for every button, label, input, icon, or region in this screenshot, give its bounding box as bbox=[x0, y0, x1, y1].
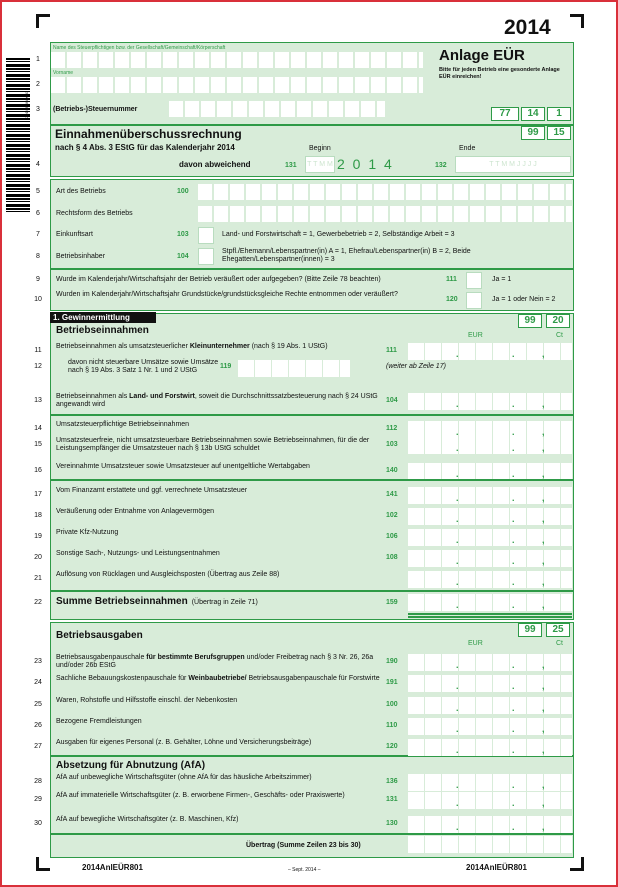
divider bbox=[50, 414, 574, 416]
code-tag: 1 bbox=[547, 107, 571, 121]
ausgabe-label: Bezogene Fremdleistungen bbox=[56, 718, 142, 725]
betrieb-label: Betriebsinhaber bbox=[56, 253, 106, 260]
name-hint: Name des Steuerpflichtigen bzw. der Gesellschaft/Gemeinschaft/Körperschaft bbox=[53, 45, 226, 51]
code-tag: 99 bbox=[521, 126, 545, 140]
einnahme-label: Auflösung von Rücklagen und Ausgleichsposten (Übertrag aus Zeile 88) bbox=[56, 571, 280, 578]
betrieb-code: 100 bbox=[177, 188, 189, 195]
steuernummer-field[interactable] bbox=[169, 101, 385, 117]
einnahme-label: Veräußerung oder Entnahme von Anlagevermögen bbox=[56, 508, 214, 515]
betrieb-label: Rechtsform des Betriebs bbox=[56, 210, 133, 217]
betrieb-label: Art des Betriebs bbox=[56, 188, 106, 195]
form-title: Anlage EÜR bbox=[439, 47, 525, 64]
question-label: Wurden im Kalenderjahr/Wirtschaftsjahr Grundstücke/grundstücksgleiche Rechte entnommen oder veräußert? bbox=[56, 291, 398, 298]
einkunftsart-field[interactable] bbox=[198, 227, 214, 244]
question-answer: Ja = 1 oder Nein = 2 bbox=[492, 296, 556, 303]
field-code: 120 bbox=[386, 743, 398, 750]
davon-label: davon abweichend bbox=[179, 160, 251, 169]
line-17-amount[interactable]: . . , bbox=[408, 487, 572, 504]
field-code: 191 bbox=[386, 679, 398, 686]
name-field[interactable] bbox=[51, 52, 423, 68]
field-code: 141 bbox=[386, 491, 398, 498]
end-date-field[interactable]: T T M M J J J J bbox=[455, 156, 571, 173]
line-11-amount[interactable]: . . , bbox=[408, 343, 572, 360]
crop-mark bbox=[36, 857, 50, 871]
code-131: 131 bbox=[285, 162, 297, 169]
field-code: 112 bbox=[386, 425, 398, 432]
crop-mark bbox=[570, 14, 584, 28]
einnahme-label: Vereinnahmte Umsatzsteuer sowie Umsatzsteuer auf unentgeltliche Wertabgaben bbox=[56, 463, 310, 470]
betrieb-code: 104 bbox=[177, 253, 189, 260]
double-underline bbox=[408, 616, 572, 618]
question-10-field[interactable] bbox=[466, 292, 482, 309]
vorname-field[interactable] bbox=[51, 77, 423, 93]
betrieb-code: 103 bbox=[177, 231, 189, 238]
uebertrag-label: Übertrag (Summe Zeilen 23 bis 30) bbox=[246, 842, 361, 849]
form-year: 2014 bbox=[504, 16, 551, 39]
line-23-amount[interactable]: . . , bbox=[408, 654, 572, 671]
question-9-field[interactable] bbox=[466, 272, 482, 289]
einnahme-label: Private Kfz-Nutzung bbox=[56, 529, 119, 536]
uebertrag-amount[interactable] bbox=[408, 836, 572, 853]
line-27-amount[interactable]: . . , bbox=[408, 739, 572, 756]
field-code: 104 bbox=[386, 397, 398, 404]
ausgabe-label: Ausgaben für eigenes Personal (z. B. Gehälter, Löhne und Versicherungsbeiträge) bbox=[56, 739, 312, 746]
line-number: 17 bbox=[34, 491, 42, 498]
afa-label: AfA auf immaterielle Wirtschaftsgüter (z. B. erworbene Firmen-, Geschäfts- oder Praxiswerte) bbox=[56, 792, 345, 799]
line-15-amount[interactable]: . . , bbox=[408, 437, 572, 454]
section-title: Einnahmenüberschussrechnung bbox=[55, 127, 242, 141]
line-number: 27 bbox=[34, 743, 42, 750]
code-tag: 77 bbox=[491, 107, 519, 121]
ausgabe-label: Waren, Rohstoffe und Hilfsstoffe einschl. der Nebenkosten bbox=[56, 697, 238, 704]
code-tag: 14 bbox=[521, 107, 545, 121]
summe-label: Summe Betriebseinnahmen (Übertrag in Zeile 71) bbox=[56, 596, 258, 607]
afa-label: AfA auf unbewegliche Wirtschaftsgüter (ohne AfA für das häusliche Arbeitszimmer) bbox=[56, 774, 312, 781]
line-14-amount[interactable]: . . , bbox=[408, 421, 572, 438]
beginn-label: Beginn bbox=[309, 145, 331, 152]
footer-left: 2014AnlEÜR801 bbox=[82, 863, 143, 872]
form-note: Bitte für jeden Betrieb eine gesonderte Anlage EÜR einreichen! bbox=[439, 67, 560, 80]
line-number: 28 bbox=[34, 778, 42, 785]
code-tag: 99 bbox=[518, 623, 542, 637]
field-code: 136 bbox=[386, 778, 398, 785]
field-code: 103 bbox=[386, 441, 398, 448]
field-code: 100 bbox=[386, 701, 398, 708]
line-12-note: (weiter ab Zeile 17) bbox=[386, 363, 446, 370]
line-number: 22 bbox=[34, 599, 42, 606]
rechtsform-field[interactable] bbox=[198, 206, 572, 222]
line-number: 25 bbox=[34, 701, 42, 708]
einkunftsart-note: Land- und Forstwirtschaft = 1, Gewerbebetrieb = 2, Selbständige Arbeit = 3 bbox=[222, 231, 455, 238]
einnahme-label: Vom Finanzamt erstattete und ggf. verrechnete Umsatzsteuer bbox=[56, 487, 248, 494]
title-box bbox=[50, 125, 574, 177]
art-betrieb-field[interactable] bbox=[198, 184, 572, 200]
ausgabe-label: Sachliche Bebauungskostenpauschale für Weinbaubetriebe/ Betriebsausgabenpauschale für Forstwirte bbox=[56, 675, 380, 682]
eur-label: EUR bbox=[468, 640, 483, 647]
line-20-amount[interactable]: . . , bbox=[408, 550, 572, 567]
line-number: 18 bbox=[34, 512, 42, 519]
einnahme-label: Umsatzsteuerfreie, nicht umsatzsteuerbare Betriebseinnahmen sowie Betriebseinnahmen, für die der Leistungsempfänger die Umsatzsteuer nach § 13b UStG schuldet bbox=[56, 437, 370, 452]
line-number: 30 bbox=[34, 820, 42, 827]
code-tag: 99 bbox=[518, 314, 542, 328]
ende-label: Ende bbox=[459, 145, 476, 152]
field-code: 119 bbox=[220, 363, 232, 370]
field-code: 159 bbox=[386, 599, 398, 606]
line-19-amount[interactable]: . . , bbox=[408, 529, 572, 546]
line-25-amount[interactable]: . . , bbox=[408, 697, 572, 714]
line-number: 19 bbox=[34, 533, 42, 540]
afa-heading: Absetzung für Abnutzung (AfA) bbox=[56, 760, 206, 771]
line-number: 24 bbox=[34, 679, 42, 686]
steuernummer-label: (Betriebs-)Steuernummer bbox=[53, 106, 138, 113]
einnahme-label: davon nicht steuerbare Umsätze sowie Umsätze nach § 19 Abs. 3 Satz 1 Nr. 1 und 2 UStG bbox=[68, 359, 219, 374]
vorname-hint: Vorname bbox=[53, 70, 74, 76]
question-code: 111 bbox=[446, 276, 457, 283]
line-number: 15 bbox=[34, 441, 42, 448]
line-28-amount[interactable]: . . , bbox=[408, 774, 572, 791]
section-subtitle: nach § 4 Abs. 3 EStG für das Kalenderjahr 2014 bbox=[55, 143, 235, 152]
einnahme-label: Betriebseinnahmen als umsatzsteuerlicher Kleinunternehmer (nach § 19 Abs. 1 UStG) bbox=[56, 343, 328, 350]
line-number: 21 bbox=[34, 575, 42, 582]
line-29-amount[interactable]: . . , bbox=[408, 792, 572, 809]
field-code: 108 bbox=[386, 554, 398, 561]
divider bbox=[50, 590, 574, 592]
line-18-amount[interactable]: . . , bbox=[408, 508, 572, 525]
field-code: 111 bbox=[386, 347, 397, 354]
form-page: 2014 2014/P06/0001 Name des Steuerpflichtigen bzw. der Gesellschaft/Gemeinschaft/Körperschaft Vorname (Betriebs-)Steuernummer Anlage EÜR Bitte für jeden Betrieb eine gesonderte Anlage EÜR einreichen! 77 14 1 1 2 3 Einnahmenüberschussrechnung nach § 4 Abs. 3 EStG für das Kalenderjahr 2014 Beginn Ende davon abweichend 131 T T M M 2 0 1 4 132 T T M M J J J J 99 15 4 5 Art des Betriebs 100 6 Rechtsform des Betriebs 7 Einkunftsart 103 Land- und Forstwirtschaft = 1, Gewerbebetrieb = 2, Selbständige Arbeit = 3 8 Betriebsinhaber 104 Stpfl./Ehemann/Lebenspartner(in) A = 1, Ehefrau/Lebenspartner(in) B = 2, Beide Ehegatten/Lebenspartner(innen) = 3 9 Wurde im Kalenderjahr/Wirtschaftsjahr der Betrieb veräußert oder aufgegeben? (Bitte Zeile 78 beachten) 111 Ja = 1 10 Wurden im Kalenderjahr/Wirtschaftsjahr Grundstücke/grundstücksgleiche Rechte entnommen oder veräußert? 120 Ja = 1 oder Nein = 2 1. Gewinnermittlung Betriebseinnahmen 99 20 EUR Ct Betriebsausgaben 99 25 EUR Ct Absetzung für Abnutzung (AfA) Übertrag (Summe Zeilen 23 bis 30) 2014AnlEÜR801 – Sept. 2014 – 2014AnlEÜR801 11 Betriebseinnahmen als umsatzsteuerlicher Kleinunternehmer (nach § 19 Abs. 1 UStG) 111 . . , 12 davon nicht steuerbare Umsätze sowie Umsätze nach § 19 Abs. 3 Satz 1 Nr. 1 und 2 UStG 119 (weiter ab Zeile 17) 13 Betriebseinnahmen als Land- und Forstwirt, soweit die Durchschnittssatzbesteuerung nach § 24 UStG angewandt wird 104 . . , 14 Umsatzsteuerpflichtige Betriebseinnahmen 112 . . , 15 Umsatzsteuerfreie, nicht umsatzsteuerbare Betriebseinnahmen sowie Betriebseinnahmen, für die der Leistungsempfänger die Umsatzsteuer nach § 13b UStG schuldet 103 . . , 16 Vereinnahmte Umsatzsteuer sowie Umsatzsteuer auf unentgeltliche Wertabgaben 140 . . , 17 Vom Finanzamt erstattete und ggf. verrechnete Umsatzsteuer 141 . . , 18 Veräußerung oder Entnahme von Anlagevermögen 102 . . , 19 Private Kfz-Nutzung 106 . . , 20 Sonstige Sach-, Nutzungs- und Leistungsentnahmen 108 . . , 21 Auflösung von Rücklagen und Ausgleichsposten (Übertrag aus Zeile 88) . . , 22 Summe Betriebseinnahmen (Übertrag in Zeile 71) 159 . . , 23 Betriebsausgabenpauschale für bestimmte Berufsgruppen und/oder Freibetrag nach § 3 Nr. 26, 26a und/oder 26b EStG 190 . . , 24 Sachliche Bebauungskostenpauschale für Weinbaubetriebe/ Betriebsausgabenpauschale für Forstwirte 191 . . , 25 Waren, Rohstoffe und Hilfsstoffe einschl. der Nebenkosten 100 . . , 26 Bezogene Fremdleistungen 110 . . , 27 Ausgaben für eigenes Personal (z. B. Gehälter, Löhne und Versicherungsbeiträge) 120 . . , 28 AfA auf unbewegliche Wirtschaftsgüter (ohne AfA für das häusliche Arbeitszimmer) 136 . . , 29 AfA auf immaterielle Wirtschaftsgüter (z. B. erworbene Firmen-, Geschäfts- oder Praxiswerte) 131 . . , 30 AfA auf bewegliche Wirtschaftsgüter (z. B. Maschinen, Kfz) 130 . . , bbox=[0, 0, 618, 887]
field-code: 130 bbox=[386, 820, 398, 827]
ausgaben-heading: Betriebsausgaben bbox=[56, 630, 143, 641]
crop-mark bbox=[36, 14, 50, 28]
line-number: 23 bbox=[34, 658, 42, 665]
start-date-field[interactable]: T T M M bbox=[305, 156, 335, 173]
line-number: 29 bbox=[34, 796, 42, 803]
inhaber-field[interactable] bbox=[198, 248, 214, 265]
line-12-amount[interactable] bbox=[238, 360, 350, 377]
footer-center: – Sept. 2014 – bbox=[288, 867, 321, 873]
inhaber-note: Stpfl./Ehemann/Lebenspartner(in) A = 1, Ehefrau/Lebenspartner(in) B = 2, Beide Ehegatten/Lebenspartner(innen) = 3 bbox=[222, 248, 471, 263]
year-digits: 2 0 1 4 bbox=[337, 156, 394, 172]
line-number: 12 bbox=[34, 363, 42, 370]
section-1-label: 1. Gewinnermittlung bbox=[50, 312, 156, 323]
line-22-amount[interactable]: . . , bbox=[408, 594, 572, 611]
einnahme-label: Umsatzsteuerpflichtige Betriebseinnahmen bbox=[56, 421, 190, 428]
line-number: 13 bbox=[34, 397, 42, 404]
line-number: 20 bbox=[34, 554, 42, 561]
crop-mark bbox=[570, 857, 584, 871]
code-tag: 20 bbox=[546, 314, 570, 328]
ct-label: Ct bbox=[556, 332, 563, 339]
line-16-amount[interactable]: . . , bbox=[408, 463, 572, 480]
line-24-amount[interactable]: . . , bbox=[408, 675, 572, 692]
field-code: 102 bbox=[386, 512, 398, 519]
afa-label: AfA auf bewegliche Wirtschaftsgüter (z. B. Maschinen, Kfz) bbox=[56, 816, 239, 823]
einnahme-label: Betriebseinnahmen als Land- und Forstwirt, soweit die Durchschnittssatzbesteuerung nach § 24 UStG angewandt wird bbox=[56, 393, 378, 408]
question-code: 120 bbox=[446, 296, 458, 303]
field-code: 110 bbox=[386, 722, 398, 729]
code-tag: 25 bbox=[546, 623, 570, 637]
ct-label: Ct bbox=[556, 640, 563, 647]
header-box bbox=[50, 42, 574, 125]
double-underline bbox=[408, 613, 572, 615]
line-26-amount[interactable]: . . , bbox=[408, 718, 572, 735]
footer-right: 2014AnlEÜR801 bbox=[466, 863, 527, 872]
einnahmen-heading: Betriebseinnahmen bbox=[56, 325, 149, 336]
line-21-amount[interactable]: . . , bbox=[408, 571, 572, 588]
betrieb-label: Einkunftsart bbox=[56, 231, 93, 238]
field-code: 131 bbox=[386, 796, 398, 803]
line-number: 16 bbox=[34, 467, 42, 474]
code-tag: 15 bbox=[547, 126, 571, 140]
einnahme-label: Sonstige Sach-, Nutzungs- und Leistungsentnahmen bbox=[56, 550, 220, 557]
line-number: 14 bbox=[34, 425, 42, 432]
line-30-amount[interactable]: . . , bbox=[408, 816, 572, 833]
line-13-amount[interactable]: . . , bbox=[408, 393, 572, 410]
ausgabe-label: Betriebsausgabenpauschale für bestimmte Berufsgruppen und/oder Freibetrag nach § 3 Nr. 26, 26a und/oder 26b EStG bbox=[56, 654, 374, 669]
field-code: 106 bbox=[386, 533, 398, 540]
barcode bbox=[6, 58, 30, 214]
divider bbox=[50, 479, 574, 481]
divider bbox=[50, 833, 574, 835]
code-132: 132 bbox=[435, 162, 447, 169]
question-answer: Ja = 1 bbox=[492, 276, 512, 283]
field-code: 140 bbox=[386, 467, 398, 474]
line-number: 26 bbox=[34, 722, 42, 729]
side-code: 2014/P06/0001 bbox=[24, 90, 29, 118]
eur-label: EUR bbox=[468, 332, 483, 339]
question-label: Wurde im Kalenderjahr/Wirtschaftsjahr der Betrieb veräußert oder aufgegeben? (Bitte Zeile 78 beachten) bbox=[56, 276, 381, 283]
line-number: 11 bbox=[34, 347, 42, 354]
field-code: 190 bbox=[386, 658, 398, 665]
